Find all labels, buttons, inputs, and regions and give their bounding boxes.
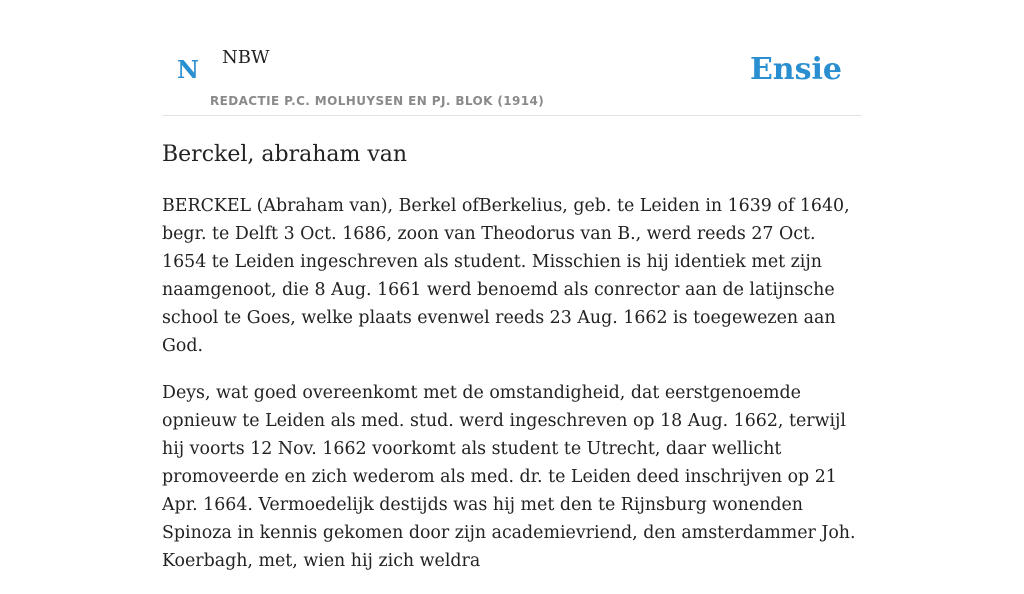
article-paragraph: BERCKEL (Abraham van), Berkel ofBerkelius, geb. te Leiden in 1639 of 1640, begr. te Delft 3 Oct. 1686, zoon van Theodorus van B., werd reeds 27 Oct. 1654 te Leiden ingeschreven als student. Misschien is hij identiek met zijn naamgenoot, die 8 Aug. 1661 werd benoemd als conrector aan de latijnsche school te Goes, welke plaats evenwel reeds 23 Aug. 1662 is toegewezen aan God. (162, 196, 850, 356)
brand-logo[interactable]: Ensie (749, 52, 842, 87)
source-name[interactable]: NBW (222, 47, 270, 68)
source-header (162, 0, 862, 116)
source-editors: REDACTIE P.C. MOLHUYSEN EN PJ. BLOK (1914) (210, 94, 545, 108)
article-body (162, 192, 862, 594)
article-title: Berckel, abraham van (162, 142, 408, 167)
source-logo-icon: N (177, 55, 199, 84)
article-paragraph: Deys, wat goed overeenkomt met de omstandigheid, dat eerstgenoemde opnieuw te Leiden als med. stud. werd ingeschreven op 18 Aug. 1662, terwijl hij voorts 12 Nov. 1662 voorkomt als student te Utrecht, daar wellicht promoveerde en zich wederom als med. dr. te Leiden deed inschrijven op 21 Apr. 1664. Vermoedelijk destijds was hij met den te Rijnsburg wonenden Spinoza in kennis gekomen door zijn academievriend, den amsterdammer Joh. Koerbagh, met, wien hij zich weldra (162, 383, 856, 571)
